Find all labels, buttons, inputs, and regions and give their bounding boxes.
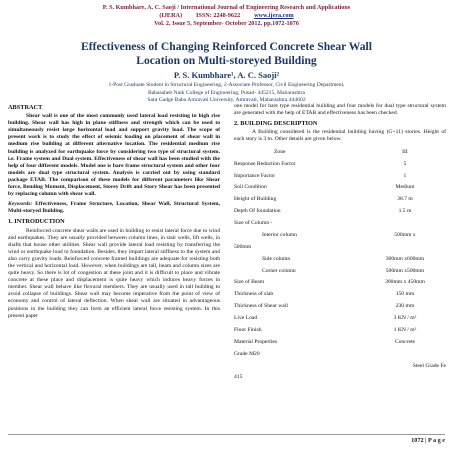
building-description-heading: 2. BUILDING DESCRIPTION	[234, 120, 318, 128]
building-details-table	[234, 146, 446, 384]
detail-label: Corner column	[262, 267, 296, 274]
detail-value: 500mm x	[394, 231, 416, 238]
detail-label: 500mm	[234, 243, 252, 250]
detail-label: Depth Of foundation	[234, 208, 281, 215]
header-line-3: Vol. 2, Issue 5, September- October 2012, pp.1072-1076	[154, 20, 299, 27]
detail-value: 1.5 m	[398, 208, 412, 215]
abstract-text: Shear wall is one of the most commonly used lateral load resisting in high rise building. Shear wall has high in plane stiffness and strength which can be used to simultaneously resist large horizontal load and support gravity load. The scope of present work is to study the effect of seismic loading on placement of shear wall in medium rise building at different alternative location. The residential medium rise building is analyzed for earthquake force by considering two type of structural system. i.e. Frame system and Dual system. Effectiveness of shear wall has been studied with the help of four different models. Model one is bare frame structural system and other four models are dual type structural system. Analysis is carried out by using standard package ETAB. The comparison of these models for different parameters like Shear force, Bending Moment, Displacement, Storey Drift and Story Shear has been presented by replacing column with shear wall.	[8, 113, 220, 198]
detail-row	[234, 348, 446, 360]
detail-row	[234, 170, 446, 182]
building-description-text: A Building considered is the residential building having (G+11) stories. Height of each story is 3 m. Other details are given below.	[234, 129, 446, 143]
building-details-body	[234, 146, 446, 384]
affiliation-line-3: Sant Gadge Baba Amravati University, Amravati, Maharashtra 444602	[147, 97, 306, 104]
detail-row	[234, 146, 446, 158]
detail-label: 415	[234, 374, 243, 381]
detail-row	[234, 360, 446, 372]
affiliation-line-2: Babasaheb Naik College of Engineering, Pusad- 445215, Maharashtra	[147, 89, 306, 96]
detail-label: Size of Column -	[234, 220, 273, 227]
detail-value: Steel Grade Fe	[412, 362, 446, 369]
detail-label: Soil Condition	[234, 184, 267, 191]
detail-row	[234, 325, 446, 337]
detail-value: 150 mm	[395, 291, 415, 298]
title-line-2: Location on Multi-storeyed Building	[136, 54, 317, 67]
detail-label: Side column	[262, 255, 291, 262]
authors: P. S. Kumbhare¹, A. C. Saoji²	[173, 70, 280, 80]
detail-row	[234, 182, 446, 194]
header-line-2	[0, 12, 453, 20]
detail-label: Importance Factor	[234, 172, 276, 179]
header-journal-abbrev: (IJERA)	[159, 12, 183, 19]
detail-row	[234, 265, 446, 277]
detail-value: Concrete	[394, 338, 416, 345]
detail-row	[234, 218, 446, 230]
detail-label: Size of Beam	[234, 279, 265, 286]
affiliation	[0, 82, 453, 105]
detail-label: Live Load	[234, 315, 258, 322]
detail-label: Thickness of Shear wall	[234, 303, 288, 310]
introduction-heading: 1. INTRODUCTION	[8, 218, 65, 226]
detail-row	[234, 194, 446, 206]
detail-row	[234, 336, 446, 348]
header-line-1: P. S. Kumbhare, A. C. Saoji / International Journal of Engineering Research and Applications	[102, 4, 351, 11]
left-column	[8, 103, 220, 323]
keywords-label: Keywords:	[8, 201, 33, 208]
detail-row	[234, 313, 446, 325]
detail-value: 300mm x 450mm	[385, 279, 425, 286]
detail-label: Material Properties	[234, 338, 278, 345]
detail-value: 1	[403, 172, 407, 179]
page-number: 1072 | P a g e	[411, 437, 445, 444]
detail-row	[234, 301, 446, 313]
keywords	[8, 201, 220, 215]
detail-value: 5	[403, 160, 407, 167]
footer-rule	[8, 434, 445, 435]
detail-label: Floor Finish	[234, 326, 262, 333]
detail-row	[234, 289, 446, 301]
detail-value: 3 KN / m²	[393, 315, 417, 322]
detail-value: 300mm x600mm	[385, 255, 425, 262]
detail-label: Grade M20	[234, 350, 260, 357]
detail-row	[234, 206, 446, 218]
detail-label: Zone	[274, 148, 286, 155]
detail-label: Interior column	[262, 231, 297, 238]
detail-row	[234, 230, 446, 242]
detail-label: Response Reduction Factor	[234, 160, 296, 167]
detail-row	[234, 277, 446, 289]
detail-value: III	[402, 148, 408, 155]
detail-value	[364, 218, 446, 230]
header-website-link[interactable]: www.ijera.com	[254, 12, 294, 19]
detail-label	[234, 360, 364, 372]
header-issn: ISSN: 2248-9622	[195, 12, 241, 19]
detail-value: 230 mm	[395, 303, 415, 310]
detail-value: 500mm x500mm	[385, 267, 425, 274]
introduction-text: Reinforced concrete shear walls are used in building to resist lateral force due to wind and earthquakes. They are usually provided between column lines, in stair wells, lift wells, in shafts that house other utilities. Shear wall provide lateral load resisting by transferring the wind or earthquake load to foundation. Besides, they impart lateral stiffness to the system and also carry gravity loads. Reinforced concrete framed buildings are adequate for resisting both the vertical and horizontal load. However, when buildings are tall, beam and column sizes are quite heavy. So there is lot of congestion at these joint and it is difficult to place and vibrate concrete at these place and displacement is quite heavy which induces heavy forces in member. Shear wall behave like flexural members. They are usually used in tall building to avoid collapse of buildings. Shear wall may become imperative from the point of view of economy and control of lateral deflection. When shear wall are situated in advantageous positions in the building they can form an efficient lateral force resisting system. In this present paper	[8, 227, 220, 319]
detail-value: 1 KN / m²	[393, 326, 417, 333]
abstract-heading: ABSTRACT	[8, 104, 43, 111]
keywords-text: Effectiveness, Frame Structure, Location, Shear Wall, Structural System, Multi-storyed Building.	[8, 201, 220, 215]
detail-row	[234, 253, 446, 265]
right-top-text: one model for bare type residential building and four models for dual type structural system are generated with the help of ETAB and effectiveness has been checked.	[234, 103, 446, 117]
detail-row	[234, 158, 446, 170]
detail-label: Height of Building	[234, 196, 277, 203]
journal-header	[0, 4, 453, 28]
detail-value: Medium	[395, 184, 415, 191]
paper-title	[10, 40, 443, 68]
right-column	[234, 103, 446, 384]
affiliation-line-1: 1-Post Graduate Student in Structural Engineering, 2-Associate Professor, Civil Engineering Department,	[108, 82, 345, 88]
title-line-1: Effectiveness of Changing Reinforced Concrete Shear Wall	[81, 40, 372, 53]
detail-label: Thickness of slab	[234, 291, 274, 298]
detail-row	[234, 241, 446, 253]
detail-row	[234, 372, 446, 384]
detail-value: 38.7 m	[397, 196, 413, 203]
